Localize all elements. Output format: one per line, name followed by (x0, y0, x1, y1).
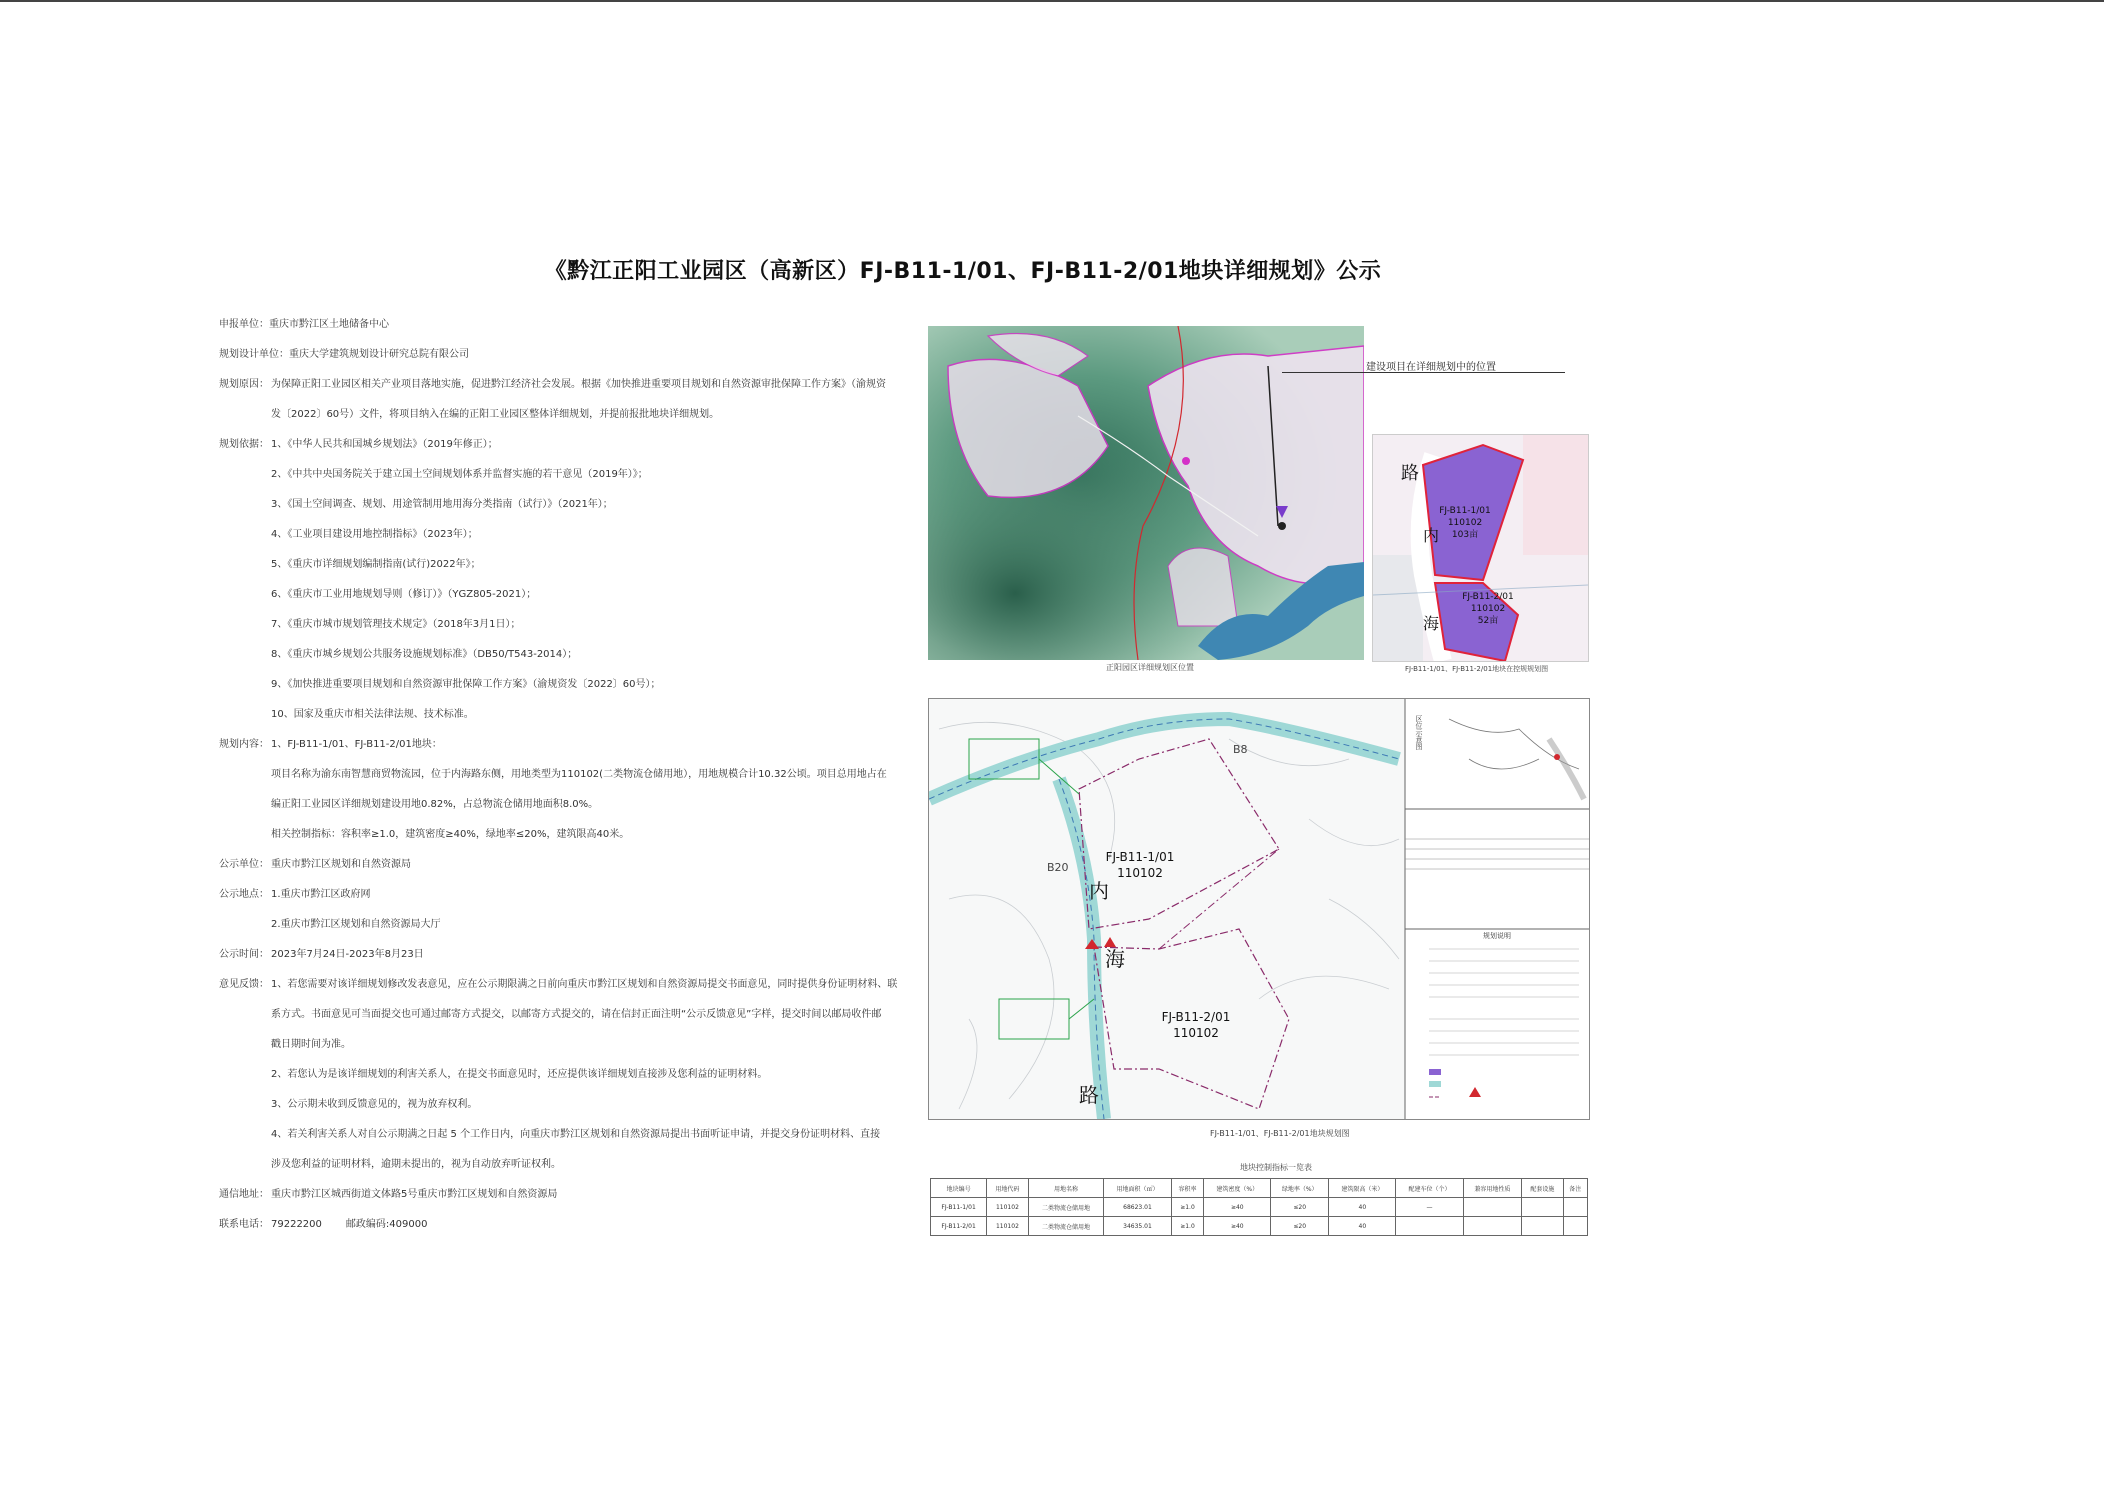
content-line-1: 1、FJ-B11-1/01、FJ-B11-2/01地块： (271, 739, 442, 750)
inset-road-char: 海 (1423, 614, 1440, 633)
designer-value: 重庆大学建筑规划设计研究总院有限公司 (289, 349, 469, 360)
table-header-row (931, 1179, 1588, 1198)
designer-label: 规划设计单位： (219, 349, 289, 360)
detail-plan-caption: FJ-B11-1/01、FJ-B11-2/01地块规划图 (1210, 1129, 1350, 1138)
address-label: 通信地址： (219, 1189, 269, 1200)
applicant-value: 重庆市黔江区土地储备中心 (269, 319, 389, 330)
parcel-area: 52亩 (1477, 616, 1499, 626)
table-header: 配套设施 (1522, 1179, 1563, 1198)
table-header: 兼容用地性质 (1463, 1179, 1522, 1198)
applicant-label: 申报单位： (219, 319, 269, 330)
basis-item: 3、《国土空间调查、规划、用途管制用地用海分类指南（试行）》（2021年）； (271, 499, 613, 510)
table-cell: 110102 (987, 1198, 1028, 1217)
content-line-3: 编正阳工业园区详细规划建设用地0.82%，占总物流仓储用地面积8.0%。 (271, 799, 599, 810)
basis-item: 10、国家及重庆市相关法律法规、技术标准。 (271, 709, 474, 720)
feedback-line: 2、若您认为是该详细规划的利害关系人，在提交书面意见时，还应提供该详细规划直接涉及您利益的证明材料。 (271, 1069, 768, 1080)
table-cell: ≥40 (1204, 1198, 1271, 1217)
detail-plan-drawing (928, 698, 1590, 1120)
feedback-line: 涉及您利益的证明材料，逾期未提出的，视为自动放弃听证权利。 (271, 1159, 561, 1170)
designer-row (219, 348, 469, 362)
table-cell (1522, 1198, 1563, 1217)
table-cell (1463, 1198, 1522, 1217)
feedback-line: 系方式。书面意见可当面提交也可通过邮寄方式提交，以邮寄方式提交的，请在信封正面注明“公示反馈意见”字样，提交时间以邮局收件邮 (271, 1009, 882, 1020)
basis-item: 4、《工业项目建设用地控制指标》（2023年）； (271, 529, 478, 540)
feedback-label: 意见反馈： (219, 979, 269, 990)
applicant-row (219, 318, 389, 332)
table-cell (1563, 1217, 1587, 1236)
place-line-2: 2.重庆市黔江区规划和自然资源局大厅 (271, 919, 441, 930)
table-header: 建筑限高（米） (1329, 1179, 1396, 1198)
detail-road-char: 海 (1105, 947, 1125, 971)
table-cell: ≥1.0 (1171, 1198, 1204, 1217)
table-cell: 40 (1329, 1217, 1396, 1236)
regional-map-caption: 正阳园区详细规划区位置 (1106, 663, 1194, 672)
address-value: 重庆市黔江区城西街道文体路5号重庆市黔江区规划和自然资源局 (271, 1189, 558, 1200)
basis-label: 规划依据： (219, 439, 269, 450)
table-row (931, 1217, 1588, 1236)
legend-title: 规划说明 (1483, 932, 1511, 940)
detail-road-char: 路 (1079, 1083, 1099, 1107)
publisher-value: 重庆市黔江区规划和自然资源局 (271, 859, 411, 870)
table-header: 用地面积（㎡） (1104, 1179, 1171, 1198)
feedback-line: 3、公示期未收到反馈意见的，视为放弃权利。 (271, 1099, 478, 1110)
table-cell: ≤20 (1271, 1217, 1329, 1236)
reason-line-2: 发〔2022〕60号）文件，将项目纳入在编的正阳工业园区整体详细规划，并提前报批地块详细规划。 (271, 409, 720, 420)
phone-label: 联系电话： (219, 1219, 269, 1230)
table-cell: 二类物流仓储用地 (1028, 1198, 1104, 1217)
parcel-code: FJ-B11-2/01 (1462, 592, 1514, 602)
table-header: 用地名称 (1028, 1179, 1104, 1198)
basis-item: 1、《中华人民共和国城乡规划法》（2019年修正）； (271, 439, 498, 450)
parcel-code: FJ-B11-2/01 (1161, 1010, 1231, 1024)
place-label: 公示地点： (219, 889, 269, 900)
table-header: 地块编号 (931, 1179, 987, 1198)
time-label: 公示时间： (219, 949, 269, 960)
detail-road-char: 内 (1089, 879, 1109, 903)
parcel-code: FJ-B11-1/01 (1105, 850, 1175, 864)
basis-item: 7、《重庆市城市规划管理技术规定》（2018年3月1日）； (271, 619, 521, 630)
table-cell: — (1396, 1198, 1463, 1217)
index-table (930, 1178, 1588, 1236)
inset-parcel-1-label (1425, 505, 1505, 541)
table-cell: 68623.01 (1104, 1198, 1171, 1217)
parcel-code: FJ-B11-1/01 (1439, 506, 1491, 516)
parcel-type: 110102 (1117, 866, 1163, 880)
table-cell: 34635.01 (1104, 1217, 1171, 1236)
table-cell: FJ-B11-1/01 (931, 1198, 987, 1217)
publisher-label: 公示单位： (219, 859, 269, 870)
table-cell (1463, 1217, 1522, 1236)
inset-road-char: 内 (1423, 526, 1440, 545)
parcel-type: 110102 (1173, 1026, 1219, 1040)
table-cell: FJ-B11-2/01 (931, 1217, 987, 1236)
basis-item: 9、《加快推进重要项目规划和自然资源审批保障工作方案》（渝规资发〔2022〕60号）； (271, 679, 661, 690)
table-header: 绿地率（%） (1271, 1179, 1329, 1198)
road-label-b8: B8 (1233, 743, 1248, 756)
table-row (931, 1198, 1588, 1217)
feedback-line: 4、若关利害关系人对自公示期满之日起 5 个工作日内，向重庆市黔江区规划和自然资源局提出书面听证申请，并提交身份证明材料、直接 (271, 1129, 881, 1140)
top-border-line (0, 0, 2104, 2)
content-label: 规划内容： (219, 739, 269, 750)
basis-item: 2、《中共中央国务院关于建立国土空间规划体系并监督实施的若干意见（2019年）》； (271, 469, 648, 480)
inset-road-char: 路 (1401, 463, 1419, 484)
parcel-type: 110102 (1447, 518, 1483, 528)
table-caption: 地块控制指标一览表 (1240, 1163, 1312, 1172)
table-cell: 110102 (987, 1217, 1028, 1236)
reason-line-1: 为保障正阳工业园区相关产业项目落地实施，促进黔江经济社会发展。根据《加快推进重要项目规划和自然资源审批保障工作方案》（渝规资 (271, 379, 886, 390)
parcel-type: 110102 (1470, 604, 1506, 614)
basis-item: 8、《重庆市城乡规划公共服务设施规划标准》（DB50/T543-2014）； (271, 649, 578, 660)
inset-parcel-2-label (1453, 591, 1523, 627)
postcode-value: 邮政编码:409000 (345, 1219, 428, 1230)
table-header: 用地代码 (987, 1179, 1028, 1198)
parcel-area: 103亩 (1451, 530, 1479, 540)
table-cell (1563, 1198, 1587, 1217)
position-label: 建设项目在详细规划中的位置 (1366, 362, 1496, 373)
content-line-2: 项目名称为渝东南智慧商贸物流园，位于内海路东侧，用地类型为110102(二类物流仓储用地），用地规模合计10.32公顷。项目总用地占在 (271, 769, 887, 780)
table-cell: ≤20 (1271, 1198, 1329, 1217)
table-cell: ≥1.0 (1171, 1217, 1204, 1236)
table-header: 备注 (1563, 1179, 1587, 1198)
phone-value: 79222200 (271, 1219, 322, 1230)
table-cell: 二类物流仓储用地 (1028, 1217, 1104, 1236)
table-cell (1396, 1217, 1463, 1236)
phone-row (271, 1218, 427, 1232)
detail-parcel-2-label (1141, 1009, 1251, 1041)
basis-item: 6、《重庆市工业用地规划导则（修订）》（YGZ805-2021）； (271, 589, 537, 600)
feedback-line: 戳日期时间为准。 (271, 1039, 351, 1050)
basis-item: 5、《重庆市详细规划编制指南(试行)2022年》； (271, 559, 481, 570)
locator-label: 区位示意图 (1415, 715, 1423, 750)
detail-plan-graphic (929, 699, 1589, 1119)
reason-label: 规划原因： (219, 379, 269, 390)
inset-parcel-map (1372, 434, 1589, 662)
table-cell (1522, 1217, 1563, 1236)
table-header: 建筑密度（%） (1204, 1179, 1271, 1198)
place-line-1: 1.重庆市黔江区政府网 (271, 889, 371, 900)
table-cell: ≥40 (1204, 1217, 1271, 1236)
feedback-line: 1、若您需要对该详细规划修改发表意见，应在公示期限满之日前向重庆市黔江区规划和自然资源局提交书面意见，同时提供身份证明材料、联 (271, 979, 898, 990)
control-index-table (930, 1178, 1588, 1236)
table-header: 容积率 (1171, 1179, 1204, 1198)
inset-map-caption: FJ-B11-1/01、FJ-B11-2/01地块在控规规划图 (1405, 665, 1549, 673)
road-label-b20: B20 (1047, 861, 1069, 874)
table-cell: 40 (1329, 1198, 1396, 1217)
page-title: 《黔江正阳工业园区（高新区）FJ-B11-1/01、FJ-B11-2/01地块详细规划》公示 (544, 259, 1382, 284)
content-line-4: 相关控制指标：容积率≥1.0，建筑密度≥40%，绿地率≤20%，建筑限高40米。 (271, 829, 630, 840)
time-value: 2023年7月24日-2023年8月23日 (271, 949, 424, 960)
table-header: 配建车位（个） (1396, 1179, 1463, 1198)
